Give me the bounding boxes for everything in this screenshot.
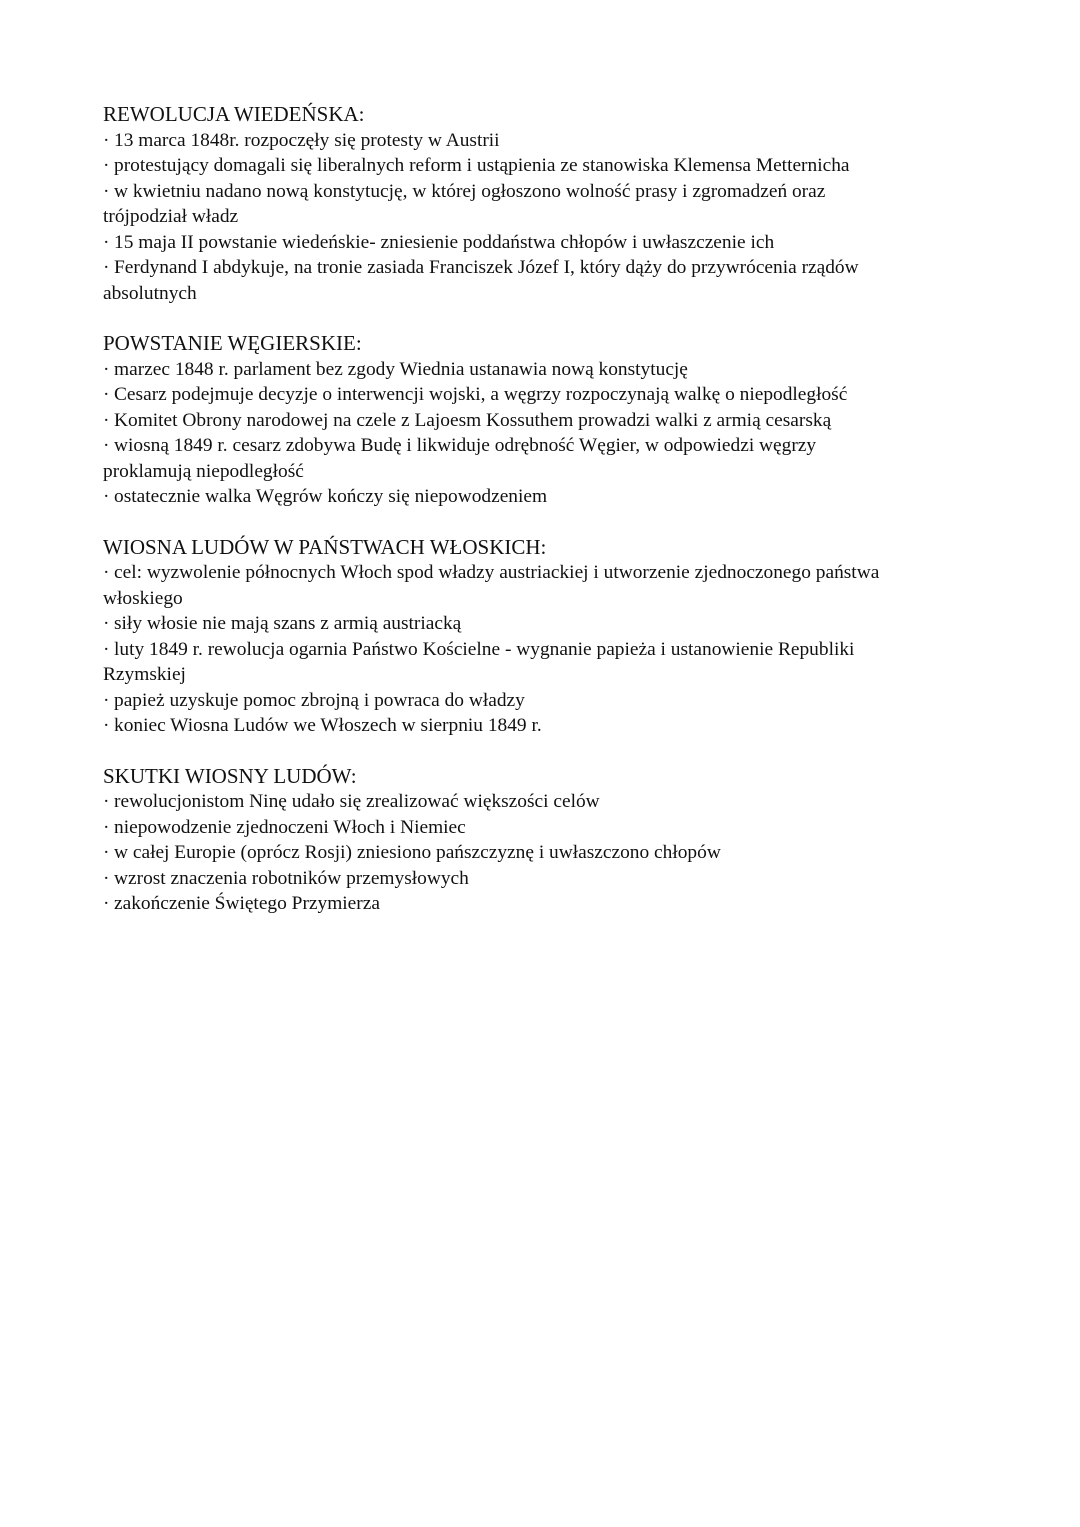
section-powstanie-wegierskie: [103, 331, 1003, 510]
bullet-icon: ·: [103, 816, 110, 838]
list-item-continuation: absolutnych: [103, 282, 197, 304]
bullet-icon: ·: [103, 486, 110, 507]
section-heading: WIOSNA LUDÓW W PAŃSTWACH WŁOSKICH:: [103, 534, 547, 559]
list-item: · 13 marca 1848r. rozpoczęły się protesty w Austrii: [103, 128, 1003, 154]
list-item: · Cesarz podejmuje decyzje o interwencji wojski, a węgrzy rozpoczynają walkę o niepodległość: [103, 382, 1003, 408]
section-heading: SKUTKI WIOSNY LUDÓW:: [103, 763, 357, 788]
section-rewolucja-wiedenska: [103, 102, 1003, 306]
bullet-icon: ·: [103, 638, 110, 660]
list-item: · wzrost znaczenia robotników przemysłowych: [103, 866, 1003, 892]
list-item: · luty 1849 r. rewolucja ogarnia Państwo Kościelne - wygnanie papieża i ustanowienie Republiki: [103, 637, 1003, 663]
section-wiosna-ludow-wlochy: [103, 535, 1003, 739]
bullet-icon: ·: [103, 791, 110, 812]
bullet-icon: ·: [103, 384, 110, 405]
list-item-continuation: Rzymskiej: [103, 664, 186, 685]
section-heading: POWSTANIE WĘGIERSKIE:: [103, 331, 362, 355]
bullet-icon: ·: [103, 867, 110, 889]
list-item: · zakończenie Świętego Przymierza: [103, 891, 1003, 917]
bullet-icon: ·: [103, 715, 110, 736]
list-item: · cel: wyzwolenie północnych Włoch spod władzy austriackiej i utworzenie zjednoczonego państwa: [103, 560, 1003, 586]
list-item: · wiosną 1849 r. cesarz zdobywa Budę i likwiduje odrębność Węgier, w odpowiedzi węgrzy: [103, 433, 1003, 459]
section-skutki-wiosny-ludow: [103, 764, 1003, 917]
list-item-continuation: trójpodział władz: [103, 206, 239, 227]
list-item: · protestujący domagali się liberalnych reform i ustąpienia ze stanowiska Klemensa Metternicha: [103, 153, 1003, 179]
list-item: · papież uzyskuje pomoc zbrojną i powraca do władzy: [103, 688, 1003, 714]
bullet-icon: ·: [103, 842, 110, 863]
list-item: · Komitet Obrony narodowej na czele z Lajoesm Kossuthem prowadzi walki z armią cesarską: [103, 408, 1003, 434]
bullet-icon: ·: [103, 358, 110, 380]
bullet-icon: ·: [103, 129, 110, 151]
bullet-icon: ·: [103, 613, 110, 634]
document-page: [103, 102, 1003, 942]
bullet-icon: ·: [103, 257, 110, 278]
list-item: · siły włosie nie mają szans z armią austriacką: [103, 611, 1003, 637]
bullet-icon: ·: [103, 409, 110, 431]
bullet-icon: ·: [103, 180, 110, 202]
list-item: · rewolucjonistom Ninę udało się zrealizować większości celów: [103, 789, 1003, 815]
section-heading: REWOLUCJA WIEDEŃSKA:: [103, 102, 365, 126]
bullet-icon: ·: [103, 231, 110, 253]
bullet-icon: ·: [103, 155, 110, 176]
list-item-continuation: proklamują niepodległość: [103, 460, 304, 482]
list-item: · niepowodzenie zjednoczeni Włoch i Niemiec: [103, 815, 1003, 841]
list-item: · w kwietniu nadano nową konstytucję, w której ogłoszono wolność prasy i zgromadzeń oraz: [103, 179, 1003, 205]
list-item: · koniec Wiosna Ludów we Włoszech w sierpniu 1849 r.: [103, 713, 1003, 739]
bullet-icon: ·: [103, 689, 110, 711]
bullet-icon: ·: [103, 562, 110, 583]
bullet-icon: ·: [103, 893, 110, 914]
list-item: · Ferdynand I abdykuje, na tronie zasiada Franciszek Józef I, który dąży do przywrócenia rządów: [103, 255, 1003, 281]
list-item: · w całej Europie (oprócz Rosji) zniesiono pańszczyznę i uwłaszczono chłopów: [103, 840, 1003, 866]
list-item: · 15 maja II powstanie wiedeńskie- zniesienie poddaństwa chłopów i uwłaszczenie ich: [103, 230, 1003, 256]
list-item-continuation: włoskiego: [103, 587, 183, 609]
bullet-icon: ·: [103, 435, 110, 456]
list-item: · marzec 1848 r. parlament bez zgody Wiednia ustanawia nową konstytucję: [103, 357, 1003, 383]
list-item: · ostatecznie walka Węgrów kończy się niepowodzeniem: [103, 484, 1003, 510]
